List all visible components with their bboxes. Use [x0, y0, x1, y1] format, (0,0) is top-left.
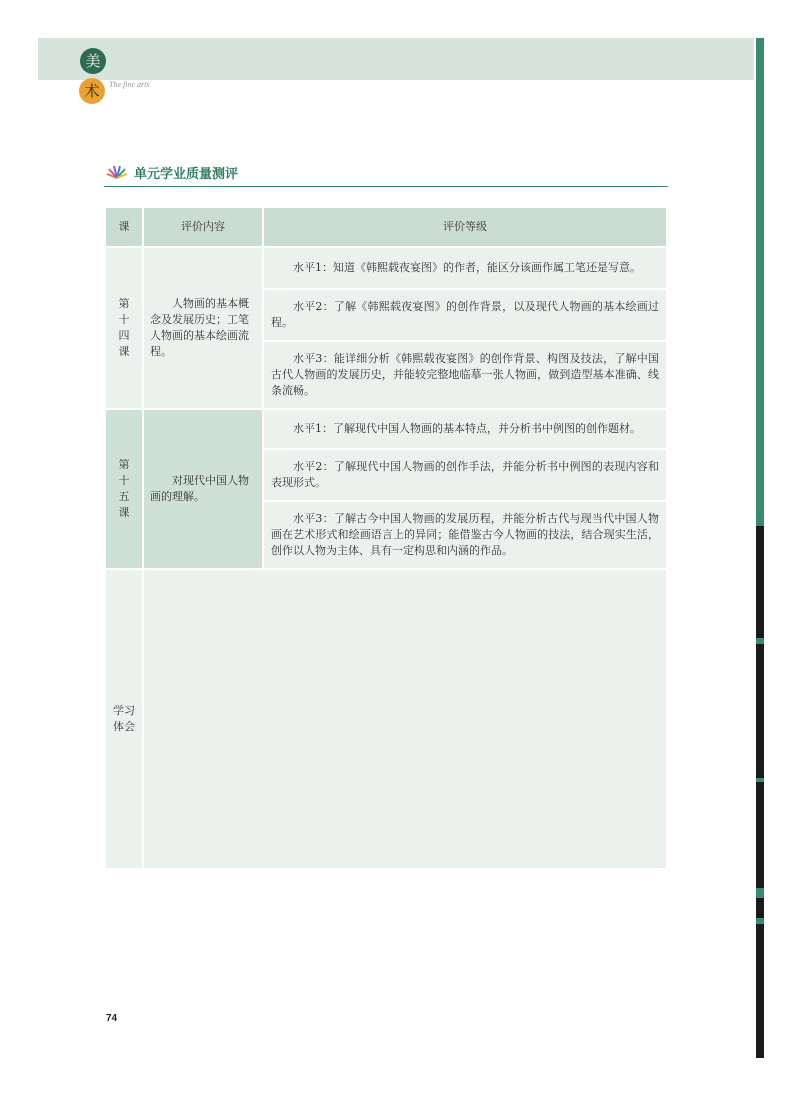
- title-divider: [104, 186, 668, 187]
- table-header-row: [105, 207, 667, 247]
- level-3: 水平3：能详细分析《韩熙载夜宴图》的创作背景、构图及技法，了解中国古代人物画的发展历史，并能较完整地临摹一张人物画，做到造型基本准确、线条流畅。: [263, 341, 667, 409]
- lesson-content: 人物画的基本概念及发展历史；工笔人物画的基本绘画流程。: [143, 247, 263, 409]
- page-edge-bar: [756, 38, 764, 1058]
- reflection-label-cell: [105, 569, 143, 869]
- level-2: 水平2：了解《韩熙载夜宴图》的创作背景，以及现代人物画的基本绘画过程。: [263, 289, 667, 341]
- lesson-label: 第十五课: [118, 458, 130, 519]
- page-number: 74: [106, 1013, 118, 1024]
- lesson-name: [105, 409, 143, 569]
- level-1: 水平1：了解现代中国人物画的基本特点，并分析书中例图的创作题材。: [263, 409, 667, 449]
- lesson-name: [105, 247, 143, 409]
- section-title: 单元学业质量测评: [134, 166, 239, 182]
- lesson-label: 第十四课: [118, 297, 130, 358]
- section-heading: [106, 162, 238, 182]
- header-subtitle: The fine arts: [109, 80, 150, 89]
- evaluation-table: [104, 206, 668, 870]
- table-row: [105, 247, 667, 289]
- header-band: [38, 38, 754, 80]
- fine-arts-logo-bottom: 术: [79, 78, 105, 104]
- fan-icon: [106, 165, 128, 179]
- level-1: 水平1：知道《韩熙载夜宴图》的作者，能区分该画作属工笔还是写意。: [263, 247, 667, 289]
- reflection-writing-area[interactable]: [143, 569, 667, 869]
- reflection-row: [105, 569, 667, 869]
- level-2: 水平2：了解现代中国人物画的创作手法，并能分析书中例图的表现内容和表现形式。: [263, 449, 667, 501]
- fine-arts-logo-top: 美: [80, 48, 106, 74]
- header-lesson: 课: [105, 207, 143, 247]
- header-content: 评价内容: [143, 207, 263, 247]
- reflection-label: 学习体会: [113, 704, 135, 733]
- lesson-content: 对现代中国人物画的理解。: [143, 409, 263, 569]
- level-3: 水平3：了解古今中国人物画的发展历程，并能分析古代与现当代中国人物画在艺术形式和绘画语言上的异同；能借鉴古今人物画的技法，结合现实生活，创作以人物为主体、具有一定构思和内涵的作品。: [263, 501, 667, 569]
- table-row: [105, 409, 667, 449]
- header-level: 评价等级: [263, 207, 667, 247]
